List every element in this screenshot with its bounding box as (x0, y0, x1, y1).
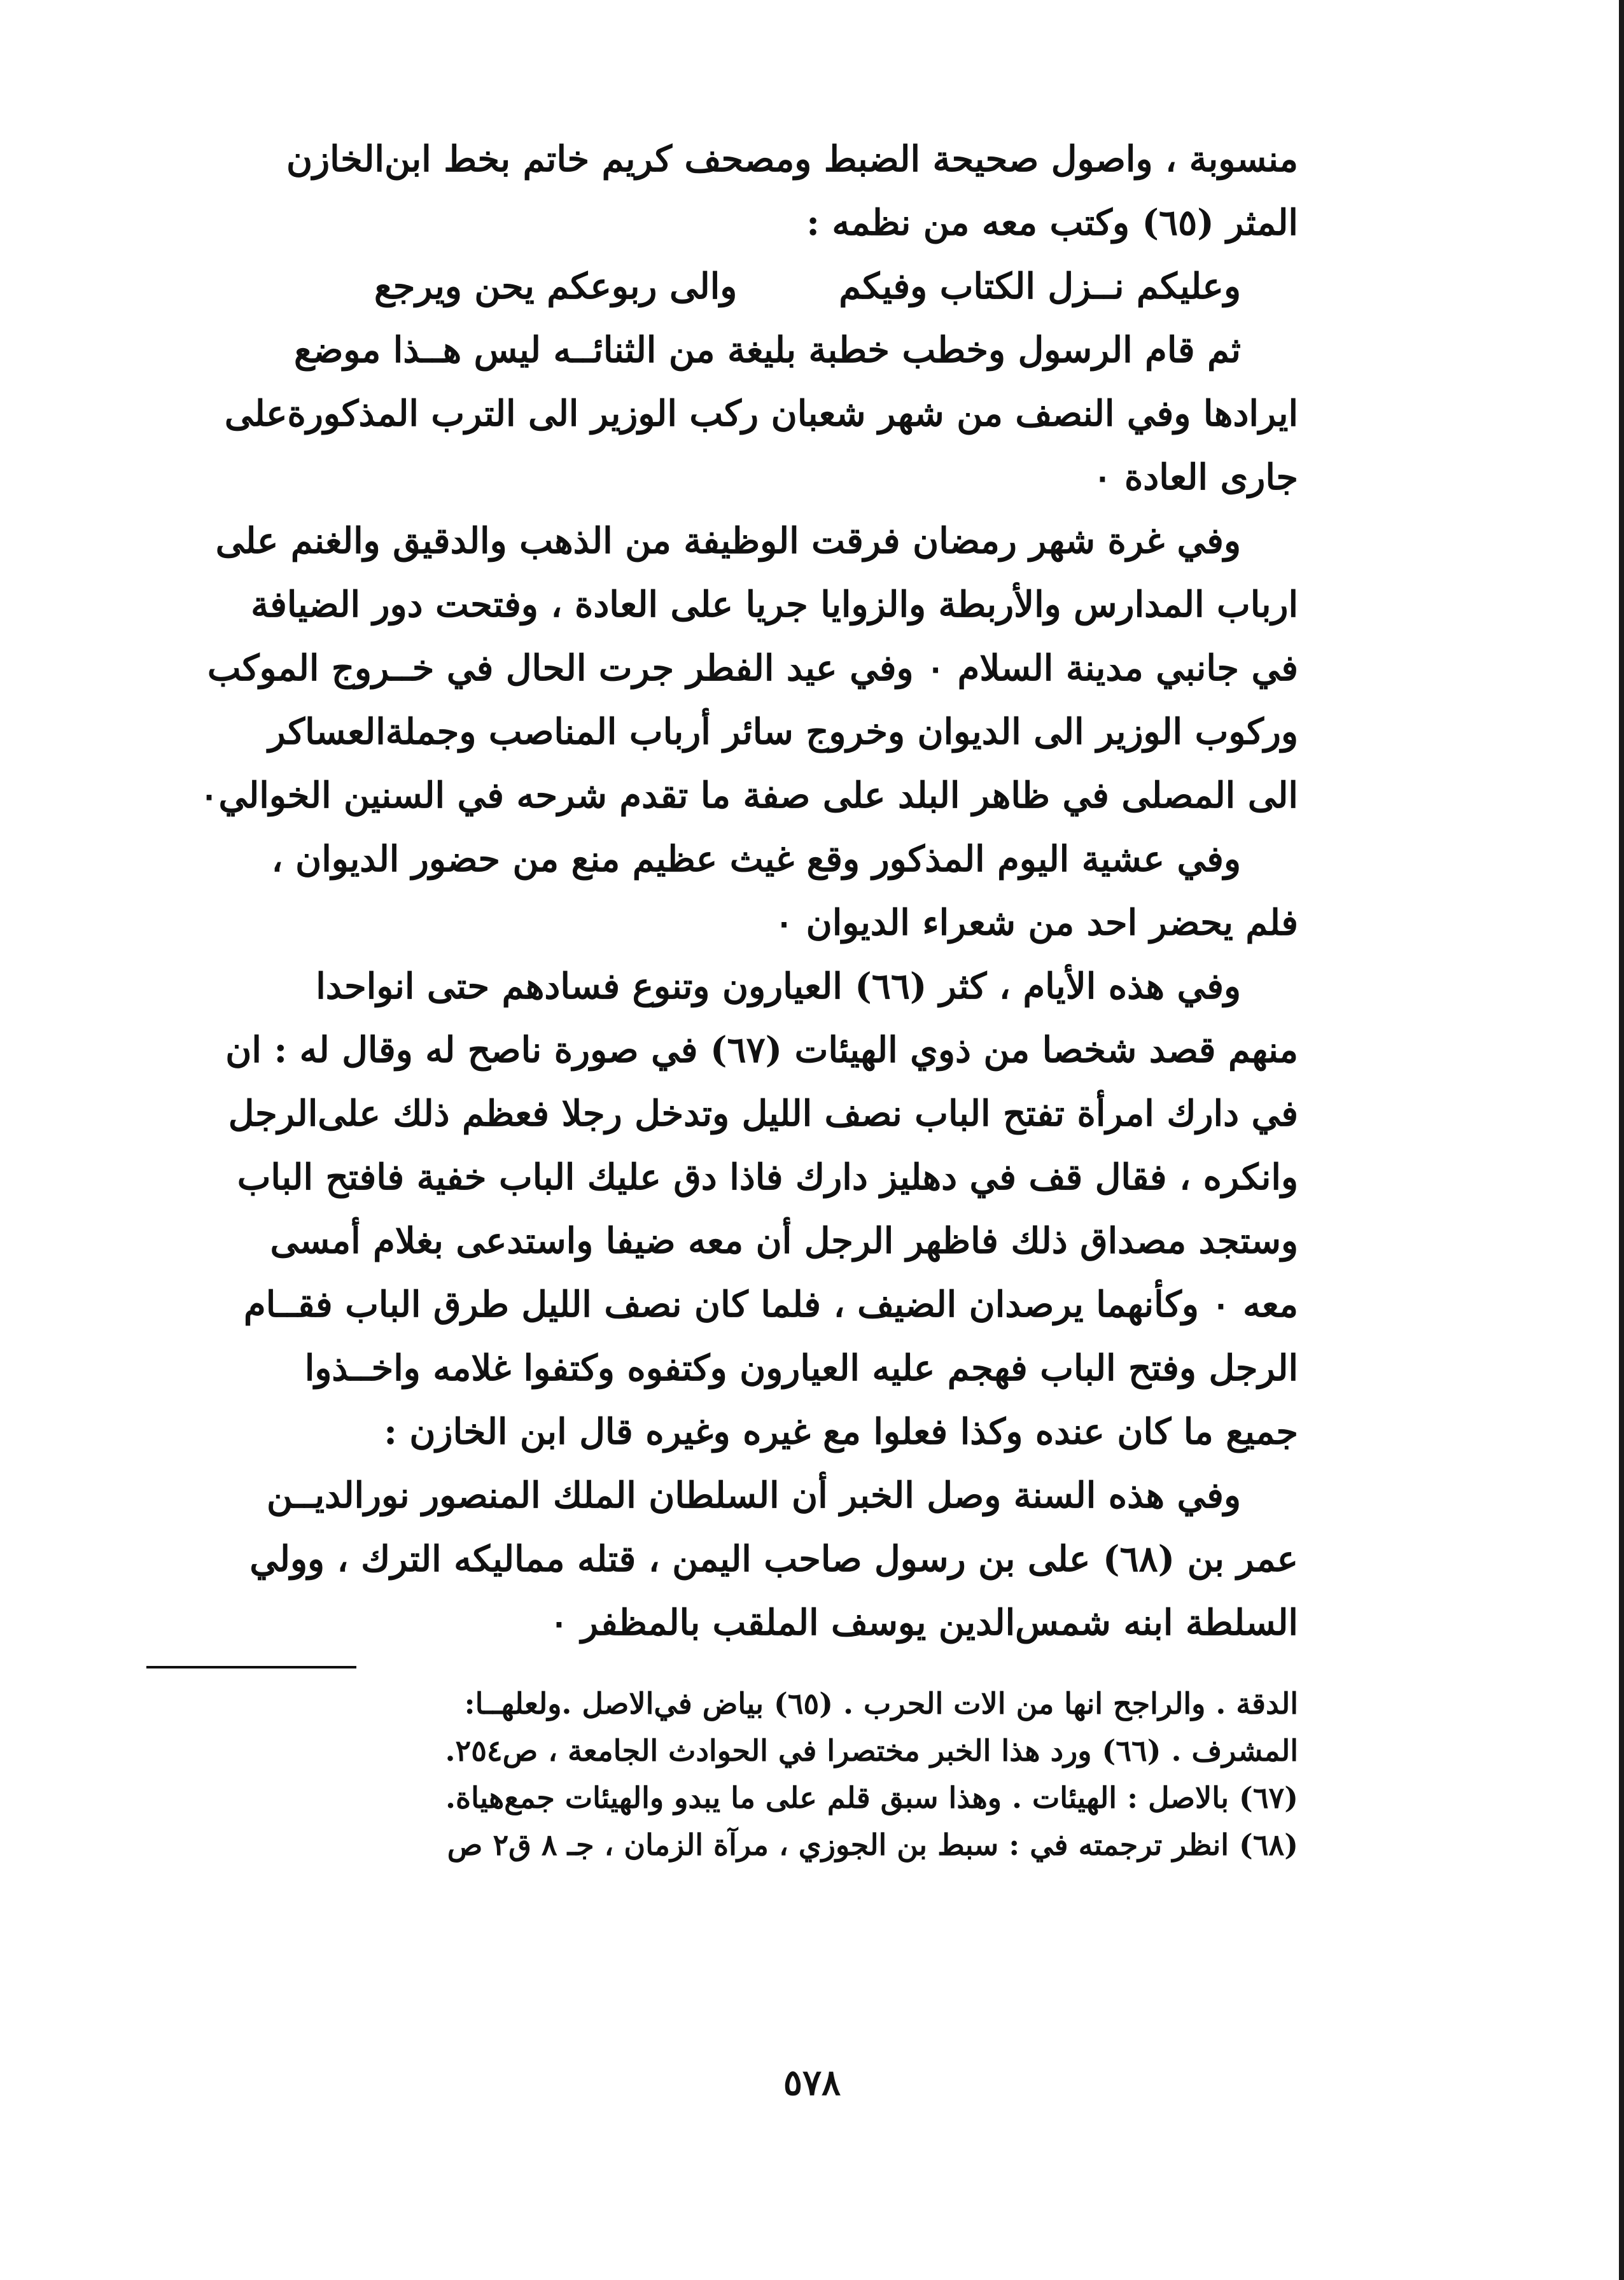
body-line: وفي غرة شهر رمضان فرقت الوظيفة من الذهب والدقيق والغنم على (215, 520, 1241, 562)
document-page (146, 127, 1298, 1868)
body-line: عمر بن (٦٨) على بن رسول صاحب اليمن ، قتله مماليكه الترك ، وولي (249, 1538, 1298, 1580)
footnote-separator-wrap (146, 1654, 1298, 1680)
body-line: جميع ما كان عنده وكذا فعلوا مع غيره وغيره قال ابن الخازن : (384, 1411, 1298, 1453)
body-line: منهم قصد شخصا من ذوي الهيئات (٦٧) في صورة ناصح له وقال له : ان (225, 1029, 1298, 1071)
body-line: ارباب المدارس والأربطة والزوايا جريا على العادة ، وفتحت دور الضيافة (251, 584, 1298, 626)
footnote-separator (146, 1666, 356, 1668)
verse-hemistich-2: والى ربوعكم يحن ويرجع (374, 265, 738, 307)
body-line: وفي هذه السنة وصل الخبر أن السلطان الملك المنصور نورالديــن (267, 1474, 1241, 1516)
body-line: ثم قام الرسول وخطب خطبة بليغة من الثنائــه ليس هــذا موضع (294, 329, 1241, 371)
footnote-line-4: (٦٨) انظر ترجمته في : سبط بن الجوزي ، مرآة الزمان ، جـ ٨ ق٢ ص (447, 1828, 1298, 1862)
footnote-line-1: الدقة . والراجح انها من الات الحرب . (٦٥) بياض في‌الاصل .ولعلهــا: (464, 1686, 1298, 1721)
body-line: السلطة ابنه شمس‌الدين يوسف الملقب بالمظفر ٠ (549, 1602, 1298, 1644)
footnote-line-3: (٦٧) بالاصل : الهيئات . وهذا سبق قلم على ما يبدو والهيئات جمع‌هياة. (445, 1780, 1298, 1815)
body-line: في دارك امرأة تفتح الباب نصف الليل وتدخل رجلا فعظم ذلك على‌الرجل (228, 1093, 1298, 1135)
body-line: معه ٠ وكأنهما يرصدان الضيف ، فلما كان نصف الليل طرق الباب فقــام (244, 1283, 1298, 1325)
page-number: ٥٧٨ (783, 2062, 841, 2104)
body-line: فلم يحضر احد من شعراء الديوان ٠ (774, 902, 1298, 944)
body-line: في جانبي مدينة السلام ٠ وفي عيد الفطر جرت الحال في خــروج الموكب (207, 647, 1298, 689)
body-paragraphs (146, 318, 1298, 1654)
body-line: جارى العادة ٠ (1093, 456, 1298, 498)
body-line: وستجد مصداق ذلك فاظهر الرجل أن معه ضيفا واستدعى بغلام أمسى (270, 1220, 1298, 1262)
body-line: الرجل وفتح الباب فهجم عليه العيارون وكتفوه وكتفوا غلامه واخــذوا (304, 1347, 1298, 1389)
footnotes (146, 1680, 1298, 1868)
body-line-1: منسوبة ، واصول صحيحة الضبط ومصحف كريم خاتم بخط ابن‌الخازن (286, 138, 1298, 180)
body-line: وفي هذه الأيام ، كثر (٦٦) العيارون وتنوع فسادهم حتى انواحدا (316, 965, 1241, 1007)
poem-verse (146, 255, 1298, 318)
body-line: وفي عشية اليوم المذكور وقع غيث عظيم منع من حضور الديوان ، (271, 838, 1241, 880)
body-line: وركوب الوزير الى الديوان وخروج سائر أرباب المناصب وجملةالعساكر (268, 711, 1298, 753)
body-line-2: المثر (٦٥) وكتب معه من نظمه : (806, 202, 1298, 244)
body-line: الى المصلى في ظاهر البلد على صفة ما تقدم شرحه في السنين الخوالي٠ (199, 774, 1298, 816)
body-line: وانكره ، فقال قف في دهليز دارك فاذا دق عليك الباب خفية فافتح الباب (237, 1156, 1298, 1198)
body-line: ايرادها وفي النصف من شهر شعبان ركب الوزير الى الترب المذكورةعلى (224, 393, 1298, 435)
page-edge-shadow (1619, 0, 1624, 2280)
verse-hemistich-1: وعليكم نــزل الكتاب وفيكم (839, 265, 1241, 307)
footnote-line-2: المشرف . (٦٦) ورد هذا الخبر مختصرا في الحوادث الجامعة ، ص٢٥٤. (445, 1733, 1298, 1768)
